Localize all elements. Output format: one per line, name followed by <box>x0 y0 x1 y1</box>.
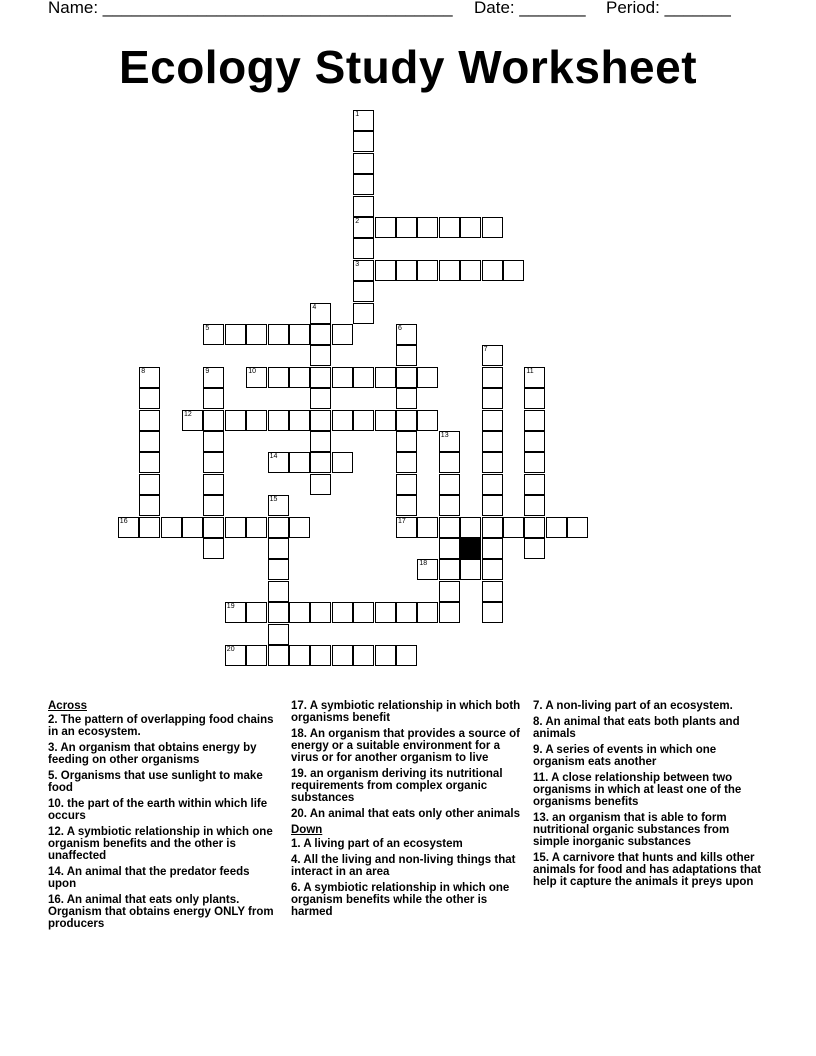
grid-cell[interactable] <box>482 581 503 602</box>
clue-text: 19. an organism deriving its nutritional requirements from complex organic substances <box>291 768 503 804</box>
grid-cell[interactable] <box>139 410 160 431</box>
grid-cell[interactable] <box>460 559 481 580</box>
grid-cell[interactable] <box>310 474 331 495</box>
grid-cell[interactable] <box>524 495 545 516</box>
grid-cell[interactable] <box>439 260 460 281</box>
grid-cell[interactable] <box>396 495 417 516</box>
grid-cell[interactable] <box>225 517 246 538</box>
grid-cell[interactable] <box>268 624 289 645</box>
grid-cell[interactable] <box>310 324 331 345</box>
grid-cell[interactable] <box>353 217 374 238</box>
grid-cell[interactable] <box>524 517 545 538</box>
clues-column-1 <box>48 700 276 934</box>
grid-cell[interactable] <box>289 602 310 623</box>
clue-text: 6. A symbiotic relationship in which one organism benefits while the other is harmed <box>291 882 510 918</box>
grid-cell[interactable] <box>439 495 460 516</box>
grid-cell[interactable] <box>268 517 289 538</box>
grid-cell[interactable] <box>289 517 310 538</box>
grid-cell[interactable] <box>417 217 438 238</box>
clue-number: 1 <box>355 111 360 118</box>
grid-cell[interactable] <box>439 431 460 452</box>
grid-cell[interactable] <box>246 324 267 345</box>
clue-text: 9. A series of events in which one organism eats another <box>533 744 717 768</box>
grid-cell[interactable] <box>396 517 417 538</box>
grid-cell[interactable] <box>139 388 160 409</box>
grid-cell[interactable] <box>246 602 267 623</box>
clue-number: 7 <box>483 346 488 354</box>
clue-text: 4. All the living and non-living things that interact in an area <box>291 854 516 878</box>
grid-cell[interactable] <box>375 645 396 666</box>
grid-cell[interactable] <box>439 517 460 538</box>
grid-cell[interactable] <box>225 645 246 666</box>
grid-cell[interactable] <box>439 602 460 623</box>
clue-text: 8. An animal that eats both plants and animals <box>533 716 740 740</box>
grid-cell[interactable] <box>332 410 353 431</box>
grid-cell[interactable] <box>203 452 224 473</box>
grid-cell[interactable] <box>482 517 503 538</box>
grid-cell[interactable] <box>439 217 460 238</box>
grid-cell[interactable] <box>332 602 353 623</box>
grid-cell[interactable] <box>225 324 246 345</box>
grid-cell[interactable] <box>246 645 267 666</box>
grid-cell[interactable] <box>482 495 503 516</box>
grid-cell[interactable] <box>161 517 182 538</box>
grid-cell[interactable] <box>353 281 374 302</box>
grid-cell[interactable] <box>268 559 289 580</box>
grid-cell[interactable] <box>396 431 417 452</box>
grid-cell[interactable] <box>289 645 310 666</box>
grid-cell[interactable] <box>289 410 310 431</box>
clue-text: 17. A symbiotic relationship in which both organisms benefit <box>291 700 521 724</box>
grid-cell[interactable] <box>353 260 374 281</box>
clue-text: 20. An animal that eats only other animals <box>291 808 521 820</box>
grid-cell[interactable] <box>396 260 417 281</box>
clue-text: 16. An animal that eats only plants. Organism that obtains energy ONLY from producers <box>48 894 274 930</box>
grid-cell[interactable] <box>332 367 353 388</box>
grid-cell[interactable] <box>417 260 438 281</box>
grid-cell[interactable] <box>524 388 545 409</box>
grid-cell[interactable] <box>482 367 503 388</box>
grid-cell[interactable] <box>353 110 374 131</box>
clue-text: 18. An organism that provides a source of energy or a suitable environment for a virus or for another organism to live <box>291 728 520 764</box>
grid-cell[interactable] <box>203 388 224 409</box>
grid-cell[interactable] <box>139 495 160 516</box>
grid-cell[interactable] <box>396 452 417 473</box>
grid-cell[interactable] <box>139 431 160 452</box>
grid-cell[interactable] <box>332 645 353 666</box>
grid-cell[interactable] <box>268 581 289 602</box>
grid-cell[interactable] <box>310 645 331 666</box>
clue-number: 3 <box>355 260 360 268</box>
grid-cell[interactable] <box>482 452 503 473</box>
grid-cell[interactable] <box>353 174 374 195</box>
down-heading: Down <box>291 824 323 836</box>
grid-cell[interactable] <box>482 559 503 580</box>
clue-number: 9 <box>205 367 210 375</box>
grid-cell[interactable] <box>439 452 460 473</box>
grid-cell[interactable] <box>396 474 417 495</box>
grid-cell[interactable] <box>460 217 481 238</box>
grid-cell[interactable] <box>268 452 289 473</box>
clue-number: 11 <box>526 367 534 375</box>
grid-cell[interactable] <box>524 431 545 452</box>
clue-text: 1. A living part of an ecosystem <box>291 838 463 850</box>
grid-cell[interactable] <box>460 260 481 281</box>
grid-cell[interactable] <box>118 517 139 538</box>
grid-cell[interactable] <box>139 452 160 473</box>
grid-cell[interactable] <box>482 345 503 366</box>
grid-cell[interactable] <box>203 324 224 345</box>
grid-cell[interactable] <box>203 538 224 559</box>
grid-cell[interactable] <box>353 410 374 431</box>
grid-cell[interactable] <box>375 217 396 238</box>
grid-cell[interactable] <box>268 367 289 388</box>
grid-cell[interactable] <box>396 217 417 238</box>
grid-cell[interactable] <box>139 474 160 495</box>
grid-cell[interactable] <box>268 602 289 623</box>
grid-cell[interactable] <box>353 602 374 623</box>
grid-cell[interactable] <box>524 410 545 431</box>
clue-number: 16 <box>119 517 128 525</box>
clue-text: 13. an organism that is able to form nutritional organic substances from simple inorganic substances <box>533 812 730 848</box>
clue-text: 14. An animal that the predator feeds upon <box>48 866 250 890</box>
clue-number: 2 <box>355 218 360 225</box>
grid-cell[interactable] <box>353 238 374 259</box>
grid-cell[interactable] <box>396 388 417 409</box>
grid-cell[interactable] <box>396 324 417 345</box>
grid-cell[interactable] <box>182 517 203 538</box>
clue-number: 8 <box>141 367 146 375</box>
grid-cell[interactable] <box>310 367 331 388</box>
clue-number: 10 <box>248 367 256 375</box>
grid-cell[interactable] <box>375 602 396 623</box>
clue-text: 11. A close relationship between two organisms in which at least one of the organisms benefits <box>533 772 742 808</box>
clue-number: 4 <box>312 303 317 311</box>
grid-cell[interactable] <box>246 367 267 388</box>
grid-cell[interactable] <box>482 538 503 559</box>
worksheet-title: Ecology Study Worksheet <box>118 41 698 93</box>
grid-cell[interactable] <box>417 602 438 623</box>
grid-cell[interactable] <box>417 517 438 538</box>
grid-cell[interactable] <box>268 495 289 516</box>
grid-cell[interactable] <box>375 367 396 388</box>
clue-text: 3. An organism that obtains energy by feeding on other organisms <box>48 742 257 766</box>
grid-cell[interactable] <box>482 388 503 409</box>
grid-cell[interactable] <box>524 367 545 388</box>
grid-cell[interactable] <box>203 410 224 431</box>
grid-cell[interactable] <box>417 410 438 431</box>
grid-cell[interactable] <box>139 367 160 388</box>
clue-number: 6 <box>398 325 402 332</box>
grid-cell[interactable] <box>375 260 396 281</box>
grid-cell[interactable] <box>375 410 396 431</box>
grid-cell[interactable] <box>417 559 438 580</box>
clue-text: 12. A symbiotic relationship in which one organism benefits and the other is unaffected <box>48 826 273 862</box>
grid-cell[interactable] <box>439 581 460 602</box>
clue-text: 10. the part of the earth within which life occurs <box>48 798 268 822</box>
grid-cell[interactable] <box>417 367 438 388</box>
blocked-cell <box>460 538 481 559</box>
grid-cell[interactable] <box>203 495 224 516</box>
grid-cell[interactable] <box>310 452 331 473</box>
clue-text: 2. The pattern of overlapping food chains in an ecosystem. <box>48 714 274 738</box>
grid-cell[interactable] <box>353 153 374 174</box>
grid-cell[interactable] <box>503 517 524 538</box>
grid-cell[interactable] <box>332 452 353 473</box>
grid-cell[interactable] <box>332 324 353 345</box>
grid-cell[interactable] <box>482 410 503 431</box>
grid-cell[interactable] <box>524 474 545 495</box>
clues-column-3 <box>533 700 765 892</box>
grid-cell[interactable] <box>289 452 310 473</box>
grid-cell[interactable] <box>353 645 374 666</box>
grid-cell[interactable] <box>567 517 588 538</box>
grid-cell[interactable] <box>268 324 289 345</box>
clue-text: 15. A carnivore that hunts and kills other animals for food and has adaptations that help it capture the animals it preys upon <box>533 852 762 888</box>
clue-text: 7. A non-living part of an ecosystem. <box>533 700 733 712</box>
grid-cell[interactable] <box>225 602 246 623</box>
grid-cell[interactable] <box>289 367 310 388</box>
clue-text: 5. Organisms that use sunlight to make food <box>48 770 263 794</box>
grid-cell[interactable] <box>203 474 224 495</box>
grid-cell[interactable] <box>396 645 417 666</box>
grid-cell[interactable] <box>246 410 267 431</box>
clue-number: 12 <box>184 410 192 418</box>
grid-cell[interactable] <box>482 431 503 452</box>
grid-cell[interactable] <box>439 538 460 559</box>
grid-cell[interactable] <box>268 538 289 559</box>
grid-cell[interactable] <box>246 517 267 538</box>
grid-cell[interactable] <box>396 602 417 623</box>
grid-cell[interactable] <box>225 410 246 431</box>
clue-number: 5 <box>205 325 210 332</box>
grid-cell[interactable] <box>139 517 160 538</box>
grid-cell[interactable] <box>203 367 224 388</box>
name-field[interactable]: Name: _____________________________________ <box>48 0 453 17</box>
grid-cell[interactable] <box>310 388 331 409</box>
grid-cell[interactable] <box>203 431 224 452</box>
grid-cell[interactable] <box>396 367 417 388</box>
grid-cell[interactable] <box>310 345 331 366</box>
date-field[interactable]: Date: _______ <box>474 0 586 17</box>
grid-cell[interactable] <box>289 324 310 345</box>
across-heading: Across <box>48 700 87 712</box>
period-field[interactable]: Period: _______ <box>606 0 731 17</box>
clues-column-2 <box>291 700 527 922</box>
grid-cell[interactable] <box>396 345 417 366</box>
grid-cell[interactable] <box>482 260 503 281</box>
clue-number: 19 <box>226 603 235 611</box>
grid-cell[interactable] <box>524 538 545 559</box>
clue-number: 18 <box>419 560 428 568</box>
grid-cell[interactable] <box>353 196 374 217</box>
grid-cell[interactable] <box>310 303 331 324</box>
grid-cell[interactable] <box>182 410 203 431</box>
grid-cell[interactable] <box>353 367 374 388</box>
grid-cell[interactable] <box>268 645 289 666</box>
grid-cell[interactable] <box>310 431 331 452</box>
clue-number: 13 <box>440 432 449 439</box>
grid-cell[interactable] <box>353 131 374 152</box>
clue-number: 14 <box>269 453 278 461</box>
grid-cell[interactable] <box>203 517 224 538</box>
grid-cell[interactable] <box>268 410 289 431</box>
grid-cell[interactable] <box>310 602 331 623</box>
grid-cell[interactable] <box>396 410 417 431</box>
grid-cell[interactable] <box>482 217 503 238</box>
grid-cell[interactable] <box>546 517 567 538</box>
clue-number: 15 <box>269 496 278 504</box>
clue-number: 17 <box>398 517 406 525</box>
grid-cell[interactable] <box>310 410 331 431</box>
grid-cell[interactable] <box>460 517 481 538</box>
grid-cell[interactable] <box>503 260 524 281</box>
grid-cell[interactable] <box>524 452 545 473</box>
grid-cell[interactable] <box>482 602 503 623</box>
clue-number: 20 <box>226 646 235 653</box>
grid-cell[interactable] <box>439 474 460 495</box>
grid-cell[interactable] <box>353 303 374 324</box>
grid-cell[interactable] <box>439 559 460 580</box>
grid-cell[interactable] <box>482 474 503 495</box>
